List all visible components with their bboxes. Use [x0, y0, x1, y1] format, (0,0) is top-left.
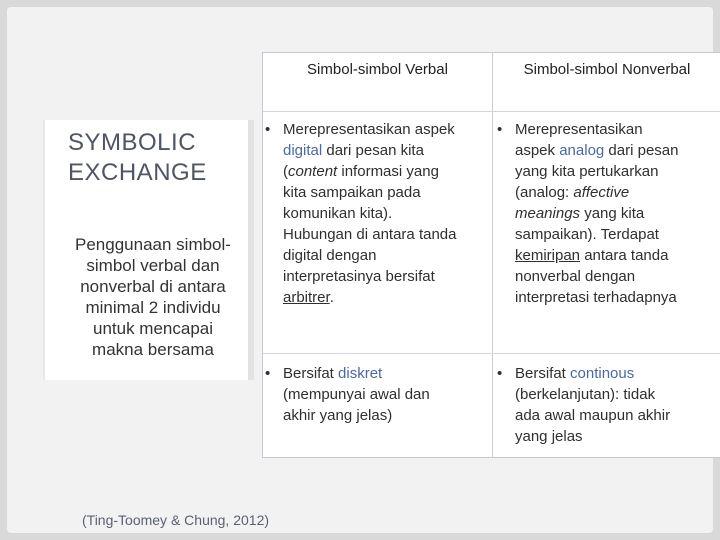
- keyword-kemiripan: kemiripan: [515, 247, 581, 264]
- keyword-arbitrer: arbitrer: [283, 289, 330, 306]
- bullet-icon: •: [497, 365, 503, 382]
- definition-text: [58, 234, 248, 360]
- bullet-icon: •: [265, 121, 271, 138]
- cell-verbal-discrete: • Bersifat diskret (mempunyai awal dan akhir yang jelas): [265, 365, 430, 424]
- bullet-icon: •: [497, 121, 503, 138]
- title-line: EXCHANGE: [68, 159, 207, 186]
- bullet-icon: •: [265, 365, 271, 382]
- keyword-digital: digital: [283, 142, 323, 159]
- definition-line: untuk mencapai: [92, 319, 214, 338]
- row-divider: [263, 353, 720, 354]
- header-nonverbal: Simbol-simbol Nonverbal: [523, 61, 691, 78]
- definition-line: minimal 2 individu: [85, 298, 221, 317]
- header-verbal: Simbol-simbol Verbal: [307, 61, 448, 78]
- keyword-analog: analog: [559, 142, 605, 159]
- cell-nonverbal-continuous: • Bersifat continous (berkelanjutan): tidak ada awal maupun akhir yang jelas: [497, 365, 671, 445]
- comparison-table: [262, 52, 720, 458]
- cell-nonverbal-analog: • Merepresentasikan aspek analog dari pesan yang kita pertukarkan (analog: affective meanings yang kita sampaikan). Terdapat kemiripan antara tanda nonverbal dengan interpretasi terhadapnya: [497, 121, 679, 306]
- slide-title: [68, 128, 248, 188]
- definition-line: makna bersama: [92, 340, 214, 359]
- definition-line: simbol verbal dan: [86, 256, 220, 275]
- keyword-continous: continous: [570, 365, 635, 382]
- definition-line: Penggunaan simbol-: [75, 235, 231, 254]
- title-line: SYMBOLIC: [68, 129, 197, 156]
- definition-line: nonverbal di antara: [80, 277, 226, 296]
- cell-verbal-digital: • Merepresentasikan aspek digital dari pesan kita (content informasi yang kita sampaikan pada komunikan kita). Hubungan di antara tanda digital dengan interpretasinya bersifat arbitrer.: [265, 121, 457, 306]
- header-divider: [263, 111, 720, 112]
- citation: (Ting-Toomey & Chung, 2012): [82, 512, 270, 528]
- keyword-diskret: diskret: [338, 365, 383, 382]
